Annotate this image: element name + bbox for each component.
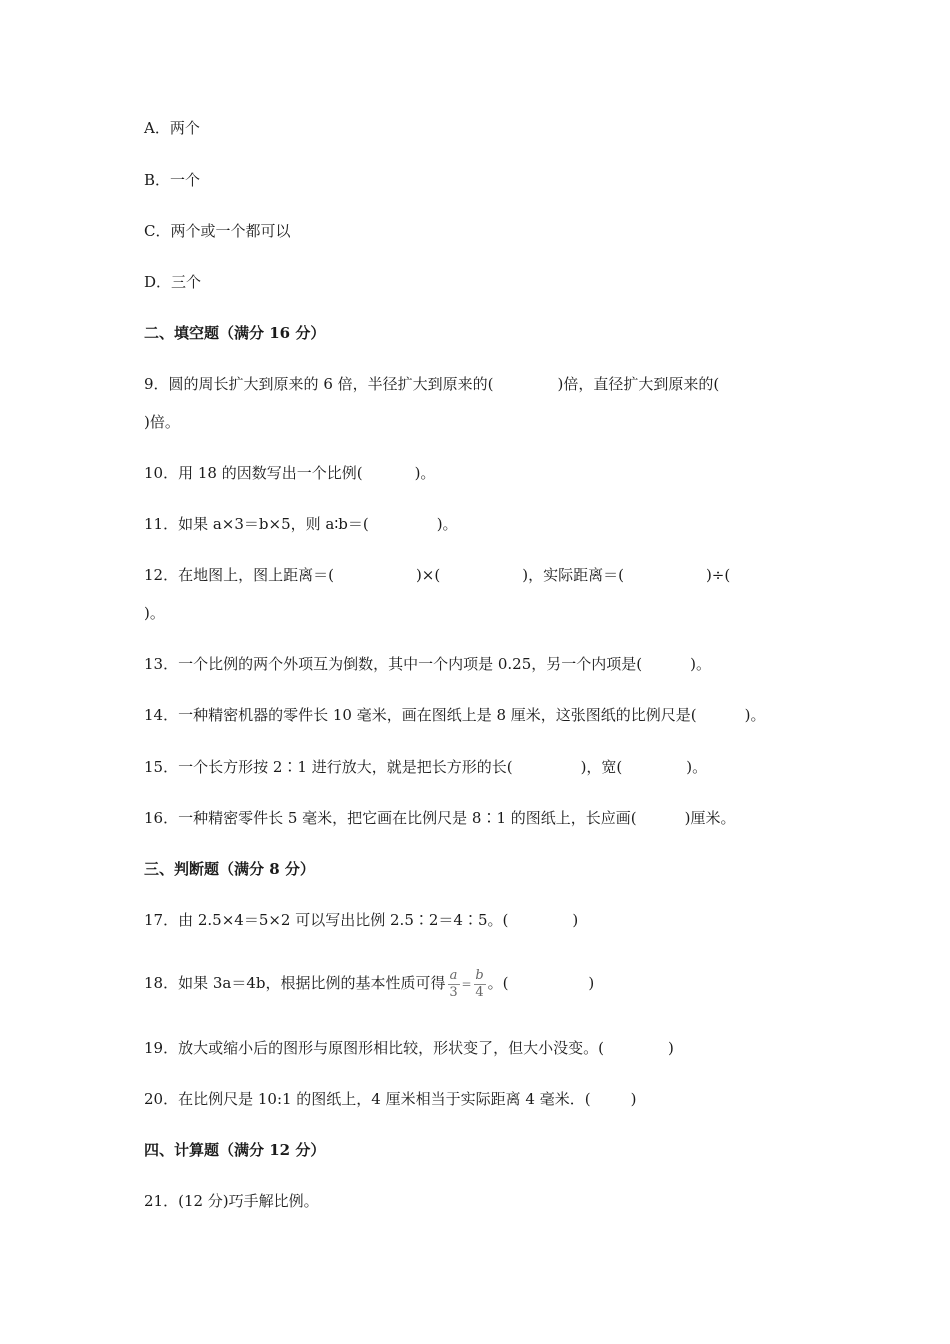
question-17	[144, 910, 578, 930]
fraction-a-over-3	[448, 969, 460, 1000]
q18-text-3: )	[588, 974, 595, 992]
q12-text-2: )×(	[415, 566, 441, 584]
question-18	[144, 966, 594, 1001]
q12-text-3: )，实际距离＝(	[522, 566, 624, 584]
q13-text-1: 13．一个比例的两个外项互为倒数，其中一个内项是 0.25，另一个内项是(	[144, 655, 643, 673]
frac1-denominator: 3	[449, 984, 458, 1000]
question-16	[144, 808, 736, 828]
q12-text-5: )。	[144, 604, 165, 622]
option-b: B．一个	[144, 171, 201, 189]
q10-text-1: 10．用 18 的因数写出一个比例(	[144, 464, 363, 482]
option-c: C．两个或一个都可以	[144, 222, 291, 240]
q17-text-2: )	[572, 911, 579, 929]
option-a: A．两个	[144, 119, 200, 137]
frac1-numerator: a	[449, 967, 458, 983]
question-12	[144, 565, 730, 585]
q20-text-1: 20．在比例尺是 10:1 的图纸上，4 厘米相当于实际距离 4 毫米．(	[144, 1090, 591, 1108]
q14-text-2: )。	[744, 706, 766, 724]
q18-text-2: 。(	[487, 974, 509, 992]
q15-text-2: )，宽(	[580, 758, 623, 776]
frac2-denominator: 4	[475, 984, 484, 1000]
q10-text-2: )。	[414, 464, 436, 482]
q16-text-1: 16．一种精密零件长 5 毫米，把它画在比例尺是 8∶1 的图纸上，长应画(	[144, 809, 637, 827]
question-9-cont	[144, 412, 180, 432]
q19-text-1: 19．放大或缩小后的图形与原图形相比较，形状变了，但大小没变。(	[144, 1039, 604, 1057]
q18-text-1: 18．如果 3a＝4b，根据比例的基本性质可得	[144, 974, 446, 992]
q16-text-2: )厘米。	[684, 809, 736, 827]
q12-text-4: )÷(	[705, 566, 731, 584]
q13-text-2: )。	[690, 655, 711, 673]
q17-text-1: 17．由 2.5×4＝5×2 可以写出比例 2.5∶2＝4∶5。(	[144, 911, 509, 929]
question-20	[144, 1089, 636, 1109]
question-14	[144, 705, 766, 725]
q15-text-3: )。	[686, 758, 708, 776]
q9-text-2: )倍，直径扩大到原来的(	[557, 375, 720, 393]
option-d: D．三个	[144, 273, 202, 291]
q12-text-1: 12．在地图上，图上距离＝(	[144, 566, 334, 584]
question-21: 21．(12 分)巧手解比例。	[144, 1192, 319, 1210]
section-heading-calculation: 四、计算题（满分 12 分）	[144, 1141, 326, 1159]
frac2-numerator: b	[475, 967, 484, 983]
q9-text-1: 9．圆的周长扩大到原来的 6 倍，半径扩大到原来的(	[144, 375, 494, 393]
section-heading-fill-blank: 二、填空题（满分 16 分）	[144, 324, 326, 342]
q20-text-2: )	[630, 1090, 637, 1108]
q11-text-1: 11．如果 a×3＝b×5，则 a∶b＝(	[144, 515, 369, 533]
question-12-cont	[144, 603, 165, 623]
q14-text-1: 14．一种精密机器的零件长 10 毫米，画在图纸上是 8 厘米，这张图纸的比例尺是(	[144, 706, 697, 724]
section-heading-true-false: 三、判断题（满分 8 分）	[144, 860, 315, 878]
question-13	[144, 654, 711, 674]
q15-text-1: 15．一个长方形按 2∶1 进行放大，就是把长方形的长(	[144, 758, 513, 776]
question-15	[144, 757, 707, 777]
fraction-b-over-4	[474, 969, 486, 1000]
equals-sign: =	[461, 977, 472, 991]
question-19	[144, 1038, 674, 1058]
question-10	[144, 463, 435, 483]
q11-text-2: )。	[436, 515, 458, 533]
q9-text-3: )倍。	[144, 413, 180, 431]
q19-text-2: )	[667, 1039, 674, 1057]
question-11	[144, 514, 458, 534]
question-9	[144, 374, 719, 394]
